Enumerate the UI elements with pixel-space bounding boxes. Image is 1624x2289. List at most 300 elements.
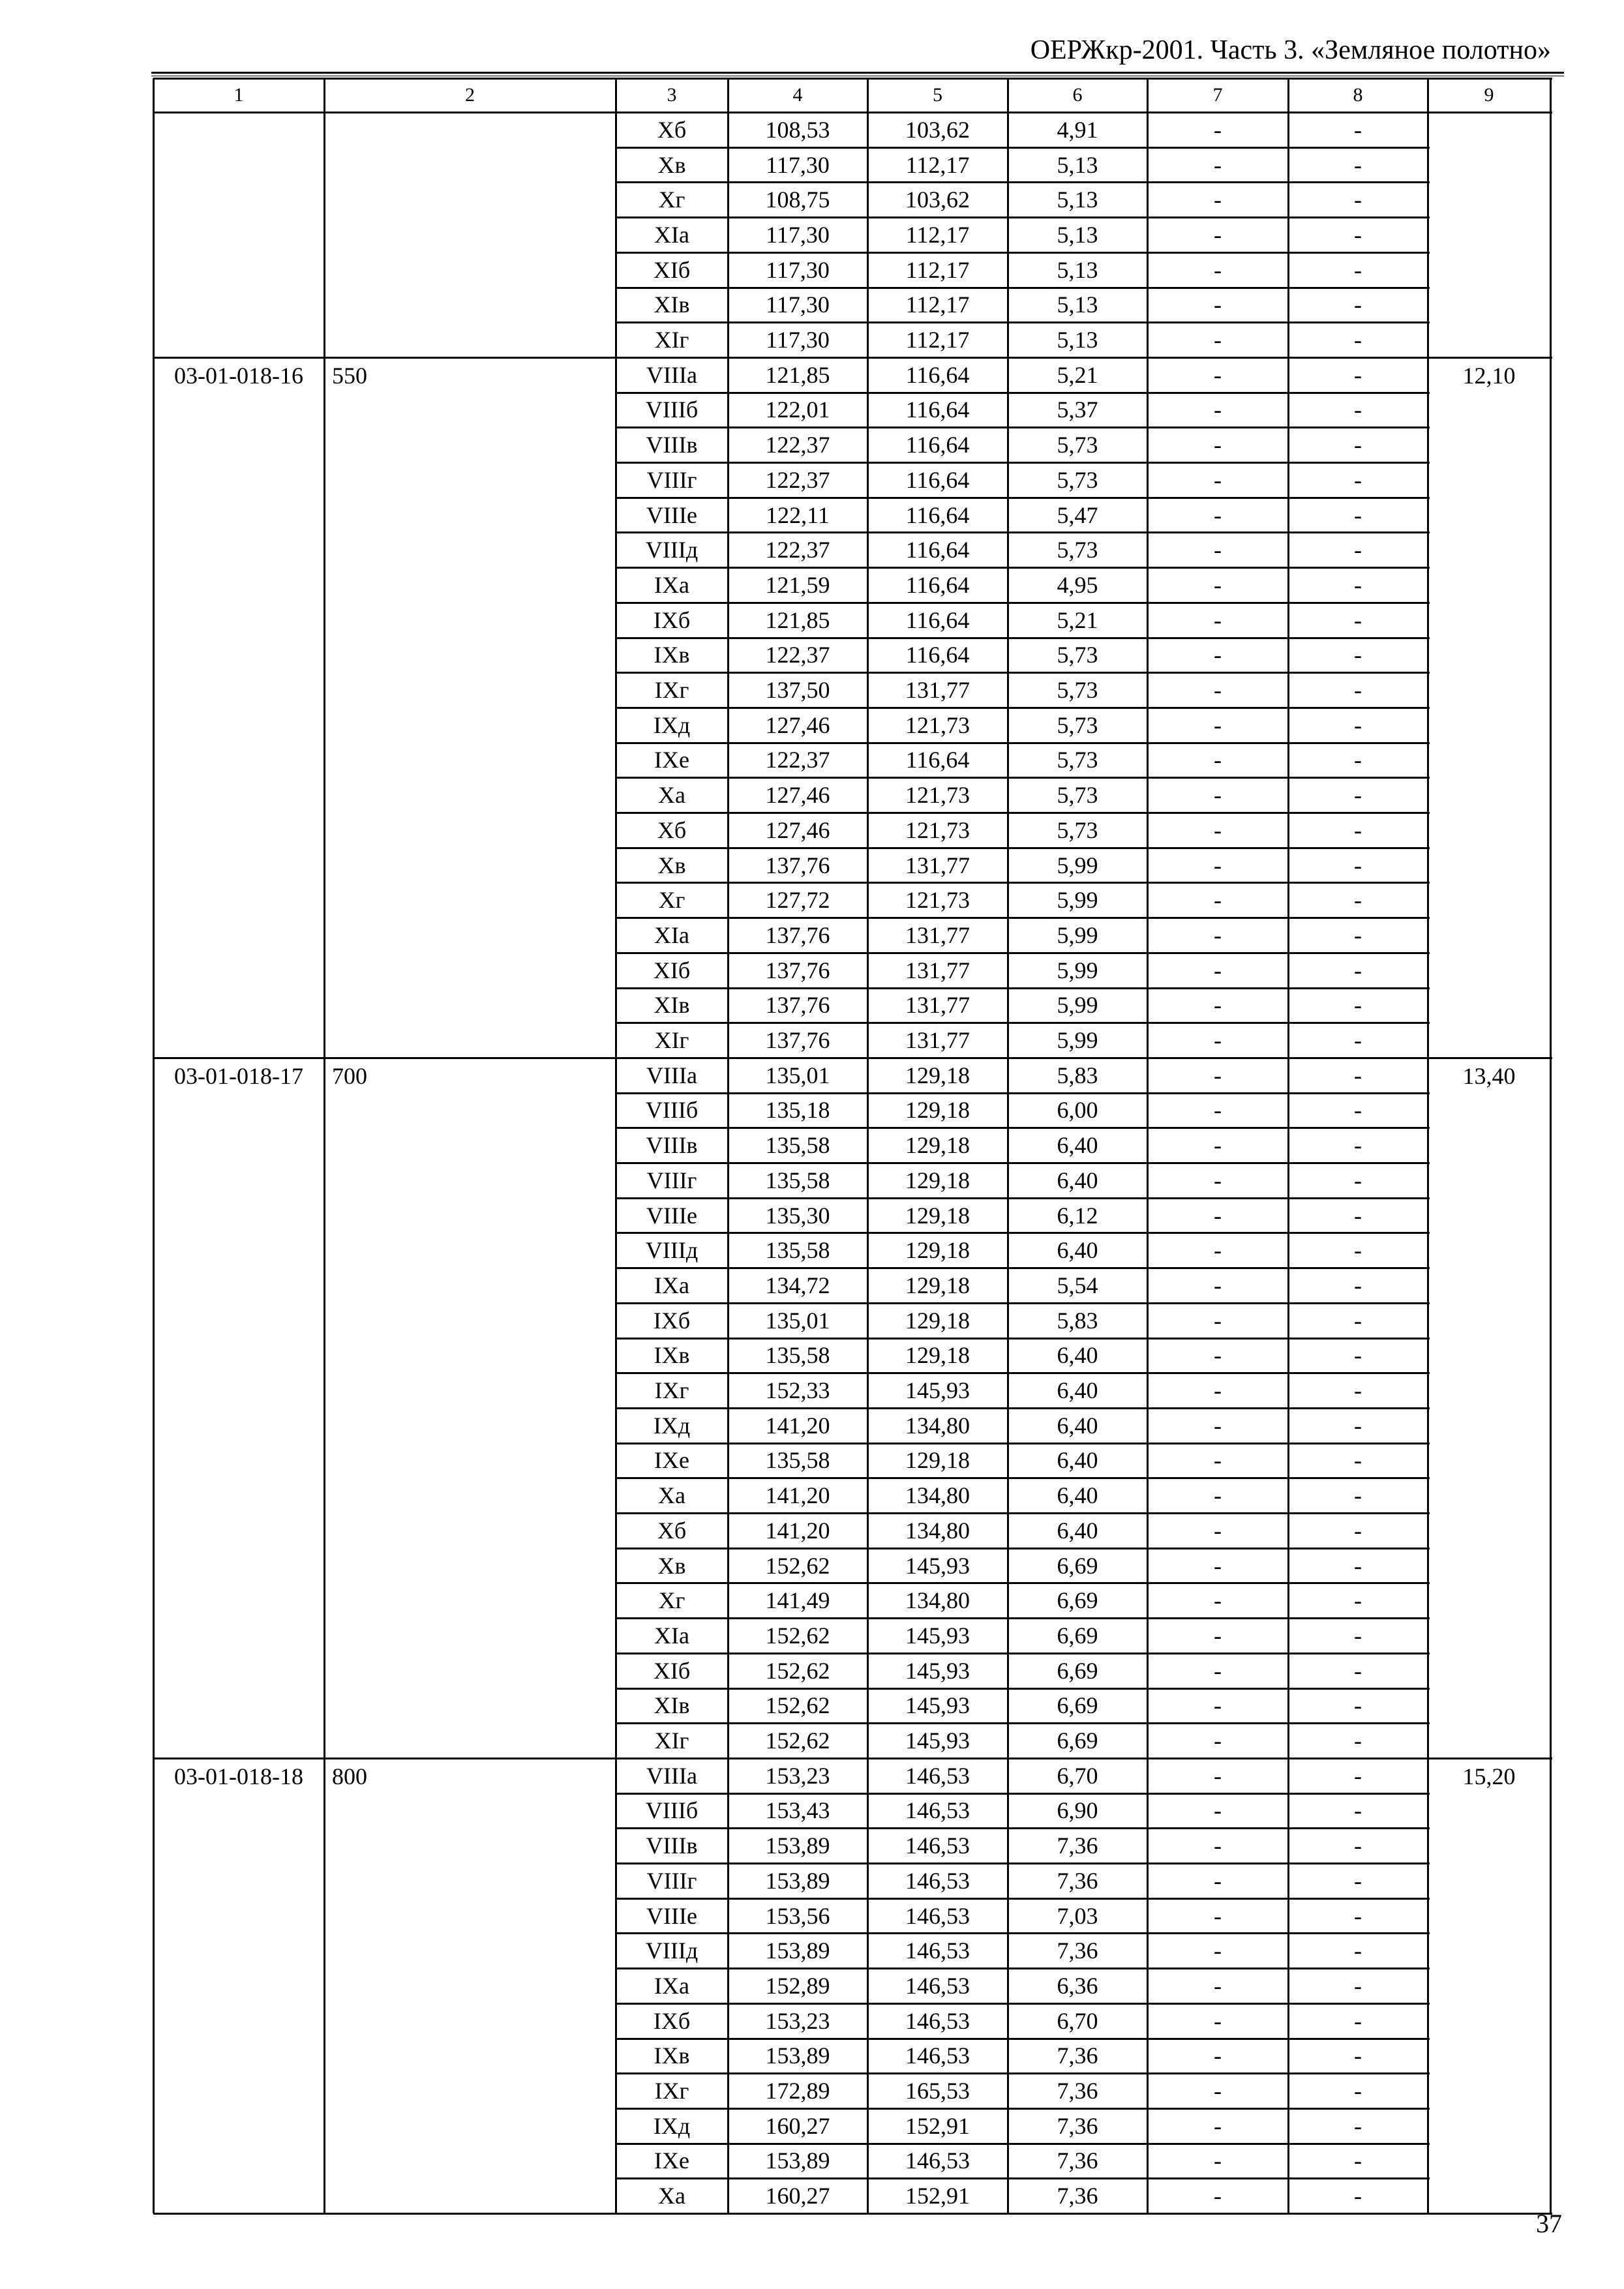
table-cell: - <box>1214 1307 1222 1334</box>
table-cell: - <box>1214 1902 1222 1929</box>
table-cell: 134,80 <box>905 1412 970 1439</box>
table-cell: - <box>1354 1622 1362 1649</box>
table-cell: 134,80 <box>905 1517 970 1544</box>
table-cell: 141,20 <box>765 1482 830 1509</box>
table-cell: 137,50 <box>765 677 830 704</box>
table-cell: - <box>1354 921 1362 948</box>
table-cell: 134,80 <box>905 1482 970 1509</box>
table-cell: - <box>1214 2147 1222 2174</box>
table-cell: 121,85 <box>765 606 830 633</box>
table-cell: XIв <box>654 992 690 1019</box>
table-cell: IXд <box>653 1412 691 1439</box>
table-cell: Xб <box>657 1517 687 1544</box>
table-cell: VIIIe <box>646 1902 697 1929</box>
table-cell: - <box>1214 677 1222 704</box>
table-cell: - <box>1354 1762 1362 1789</box>
table-cell: 137,76 <box>765 852 830 878</box>
column-header: 7 <box>1212 84 1223 106</box>
table-cell: - <box>1214 327 1222 353</box>
table-cell: 137,76 <box>765 992 830 1019</box>
table-cell: 122,37 <box>765 537 830 563</box>
table-cell: - <box>1214 466 1222 493</box>
table-cell: - <box>1214 571 1222 598</box>
table-cell: XIa <box>654 1622 689 1649</box>
table-cell: 145,93 <box>905 1657 970 1684</box>
table-cell: 153,43 <box>765 1797 830 1824</box>
table-cell: VIIIг <box>646 466 697 493</box>
table-cell: - <box>1214 1062 1222 1088</box>
table-cell: 137,76 <box>765 921 830 948</box>
table-cell: - <box>1214 361 1222 388</box>
table-cell: 122,37 <box>765 642 830 668</box>
table-cell: - <box>1214 1552 1222 1579</box>
table-cell: 5,83 <box>1057 1307 1098 1334</box>
table-cell: 116,64 <box>905 466 970 493</box>
table-cell: 137,76 <box>765 1027 830 1054</box>
table-cell: - <box>1214 187 1222 213</box>
table-cell: 146,53 <box>905 2147 970 2174</box>
table-cell: 6,69 <box>1057 1622 1098 1649</box>
table-cell: VIIIб <box>645 1797 699 1824</box>
table-cell: 5,99 <box>1057 887 1098 914</box>
table-cell: - <box>1354 1937 1362 1964</box>
table-cell: XIб <box>653 957 691 983</box>
table-cell: IXд <box>653 2112 691 2139</box>
table-cell: 5,73 <box>1057 432 1098 458</box>
table-cell: - <box>1354 1272 1362 1298</box>
column-header: 6 <box>1072 84 1083 106</box>
column-header: 9 <box>1484 84 1494 106</box>
table-cell: 5,37 <box>1057 396 1098 423</box>
table-cell: - <box>1214 1972 1222 1999</box>
table-cell: 129,18 <box>905 1447 970 1474</box>
table-cell: 6,69 <box>1057 1657 1098 1684</box>
table-cell: - <box>1214 1097 1222 1124</box>
table-cell: - <box>1214 1937 1222 1964</box>
table-cell: 112,17 <box>905 151 970 178</box>
table-cell: XIг <box>654 327 689 353</box>
table-cell: 146,53 <box>905 1972 970 1999</box>
table-cell: 7,36 <box>1057 1937 1098 1964</box>
page-header: ОЕРЖкр-2001. Часть 3. «Земляное полотно» <box>1030 35 1551 65</box>
table-cell: - <box>1354 957 1362 983</box>
table-cell: 5,99 <box>1057 957 1098 983</box>
table-cell: 145,93 <box>905 1728 970 1754</box>
table-cell: - <box>1214 151 1222 178</box>
table-cell: 6,69 <box>1057 1587 1098 1614</box>
table-cell: 6,40 <box>1057 1342 1098 1369</box>
table-cell: - <box>1354 1972 1362 1999</box>
table-cell: - <box>1354 1062 1362 1088</box>
table-cell: - <box>1354 1482 1362 1509</box>
table-cell: VIIIa <box>646 1762 697 1789</box>
table-cell: - <box>1214 1027 1222 1054</box>
table-cell: - <box>1354 2078 1362 2104</box>
resource-total: 13,40 <box>1462 1062 1516 1089</box>
table-cell: - <box>1354 537 1362 563</box>
table-cell: - <box>1214 992 1222 1019</box>
table-cell: - <box>1354 1728 1362 1754</box>
table-cell: 7,36 <box>1057 2183 1098 2209</box>
table-cell: - <box>1214 1412 1222 1439</box>
table-cell: 152,62 <box>765 1657 830 1684</box>
table-cell: 131,77 <box>905 677 970 704</box>
table-cell: - <box>1354 432 1362 458</box>
table-cell: - <box>1354 221 1362 248</box>
table-cell: 146,53 <box>905 1867 970 1894</box>
table-cell: - <box>1214 1272 1222 1298</box>
table-cell: 127,46 <box>765 816 830 843</box>
table-cell: - <box>1214 1482 1222 1509</box>
table-cell: 129,18 <box>905 1307 970 1334</box>
table-cell: 6,40 <box>1057 1237 1098 1264</box>
table-cell: - <box>1214 1517 1222 1544</box>
table-cell: - <box>1214 782 1222 809</box>
table-cell: 129,18 <box>905 1167 970 1193</box>
table-cell: 152,91 <box>905 2112 970 2139</box>
table-cell: - <box>1354 1307 1362 1334</box>
table-cell: - <box>1214 2042 1222 2069</box>
table-cell: IXa <box>654 1272 689 1298</box>
table-cell: - <box>1354 1377 1362 1404</box>
table-cell: - <box>1214 537 1222 563</box>
table-cell: - <box>1354 361 1362 388</box>
table-cell: - <box>1214 1342 1222 1369</box>
table-cell: VIIIa <box>646 361 697 388</box>
table-cell: 137,76 <box>765 957 830 983</box>
table-cell: IXв <box>654 1342 690 1369</box>
table-cell: 135,01 <box>765 1062 830 1088</box>
table-cell: Xв <box>657 1552 686 1579</box>
table-cell: 141,20 <box>765 1412 830 1439</box>
table-cell: - <box>1214 852 1222 878</box>
table-cell: - <box>1214 2007 1222 2034</box>
table-cell: - <box>1214 887 1222 914</box>
table-cell: 131,77 <box>905 957 970 983</box>
table-cell: - <box>1354 2112 1362 2139</box>
table-cell: 6,70 <box>1057 2007 1098 2034</box>
table-cell: 135,58 <box>765 1167 830 1193</box>
table-cell: 6,40 <box>1057 1482 1098 1509</box>
table-cell: - <box>1214 1728 1222 1754</box>
table-cell: 117,30 <box>766 151 830 178</box>
table-cell: - <box>1354 1833 1362 1859</box>
table-cell: 134,72 <box>765 1272 830 1298</box>
table-cell: 6,70 <box>1057 1762 1098 1789</box>
table-cell: - <box>1214 116 1222 143</box>
table-cell: - <box>1354 1447 1362 1474</box>
table-cell: 6,40 <box>1057 1132 1098 1159</box>
table-cell: - <box>1354 1027 1362 1054</box>
table-cell: 131,77 <box>905 921 970 948</box>
table-cell: 6,00 <box>1057 1097 1098 1124</box>
table-cell: VIIIг <box>646 1167 697 1193</box>
table-cell: - <box>1354 1657 1362 1684</box>
table-cell: Xг <box>658 1587 685 1614</box>
table-cell: 146,53 <box>905 1902 970 1929</box>
table-cell: 108,53 <box>765 116 830 143</box>
table-cell: VIIIб <box>645 396 699 423</box>
table-cell: 5,13 <box>1057 187 1098 213</box>
table-cell: 7,36 <box>1057 2112 1098 2139</box>
table-cell: 5,73 <box>1057 642 1098 668</box>
table-cell: 131,77 <box>905 1027 970 1054</box>
table-cell: 129,18 <box>905 1097 970 1124</box>
table-cell: - <box>1214 921 1222 948</box>
table-cell: - <box>1354 1552 1362 1579</box>
table-cell: - <box>1214 396 1222 423</box>
table-cell: 6,69 <box>1057 1692 1098 1719</box>
table-cell: - <box>1354 642 1362 668</box>
table-cell: 153,56 <box>765 1902 830 1929</box>
table-cell: 146,53 <box>905 1937 970 1964</box>
table-cell: 153,89 <box>765 1867 830 1894</box>
table-cell: Xa <box>658 2183 685 2209</box>
table-cell: - <box>1214 1797 1222 1824</box>
table-cell: - <box>1214 501 1222 528</box>
table-cell: 116,64 <box>905 501 970 528</box>
table-cell: 146,53 <box>905 2042 970 2069</box>
table-cell: 121,73 <box>905 711 970 738</box>
table-cell: - <box>1354 571 1362 598</box>
table-cell: - <box>1354 256 1362 283</box>
table-cell: 153,23 <box>765 2007 830 2034</box>
table-cell: - <box>1214 2183 1222 2209</box>
table-cell: 129,18 <box>905 1237 970 1264</box>
table-cell: - <box>1354 1412 1362 1439</box>
table-cell: VIIIд <box>645 1237 699 1264</box>
resource-code: 03-01-018-16 <box>174 362 303 389</box>
table-cell: IXг <box>654 1377 689 1404</box>
table-cell: 141,49 <box>765 1587 830 1614</box>
table-cell: IXв <box>654 2042 690 2069</box>
table-cell: 165,53 <box>905 2078 970 2104</box>
table-cell: 145,93 <box>905 1622 970 1649</box>
table-cell: 146,53 <box>905 1833 970 1859</box>
table-cell: 116,64 <box>905 747 970 773</box>
table-cell: - <box>1214 1692 1222 1719</box>
table-cell: 121,73 <box>905 887 970 914</box>
table-cell: XIa <box>654 221 689 248</box>
table-cell: 116,64 <box>905 571 970 598</box>
table-cell: 152,33 <box>765 1377 830 1404</box>
table-cell: 5,73 <box>1057 537 1098 563</box>
table-cell: VIIIв <box>646 1833 698 1859</box>
table-cell: 145,93 <box>905 1552 970 1579</box>
table-cell: 5,47 <box>1057 501 1098 528</box>
column-header: 8 <box>1353 84 1363 106</box>
table-cell: XIг <box>654 1728 689 1754</box>
table-cell: - <box>1354 327 1362 353</box>
resource-size <box>324 112 616 357</box>
table-cell: 127,46 <box>765 782 830 809</box>
table-top-border <box>153 78 1552 80</box>
table-cell: - <box>1214 1657 1222 1684</box>
table-cell: 121,59 <box>765 571 830 598</box>
table-cell: 5,99 <box>1057 1027 1098 1054</box>
table-cell: 135,58 <box>765 1447 830 1474</box>
table-cell: 6,90 <box>1057 1797 1098 1824</box>
table-cell: 112,17 <box>905 327 970 353</box>
table-cell: - <box>1214 1622 1222 1649</box>
table-cell: 6,40 <box>1057 1517 1098 1544</box>
table-cell: Xб <box>657 116 687 143</box>
table-cell: - <box>1354 1692 1362 1719</box>
table-cell: 152,62 <box>765 1622 830 1649</box>
table-cell: - <box>1214 606 1222 633</box>
table-cell: XIб <box>653 1657 691 1684</box>
table-cell: IXб <box>653 606 691 633</box>
table-cell: - <box>1214 1867 1222 1894</box>
table-cell: IXe <box>654 1447 689 1474</box>
table-cell: 7,36 <box>1057 2078 1098 2104</box>
table-cell: - <box>1354 1342 1362 1369</box>
table-cell: 5,73 <box>1057 677 1098 704</box>
table-cell: - <box>1354 852 1362 878</box>
resource-total: 15,20 <box>1462 1763 1516 1789</box>
resource-code <box>153 112 324 357</box>
resource-total <box>1428 112 1550 357</box>
table-cell: 5,13 <box>1057 221 1098 248</box>
table-cell: - <box>1354 887 1362 914</box>
table-cell: VIIIe <box>646 501 697 528</box>
table-cell: 5,99 <box>1057 921 1098 948</box>
table-cell: 146,53 <box>905 1762 970 1789</box>
table-cell: 145,93 <box>905 1692 970 1719</box>
table-cell: - <box>1354 501 1362 528</box>
table-cell: 152,62 <box>765 1728 830 1754</box>
table-cell: 6,40 <box>1057 1447 1098 1474</box>
table-cell: IXд <box>653 711 691 738</box>
table-cell: 141,20 <box>765 1517 830 1544</box>
table-cell: Xa <box>658 782 685 809</box>
table-cell: XIв <box>654 292 690 318</box>
table-cell: - <box>1214 1167 1222 1193</box>
table-cell: 116,64 <box>905 537 970 563</box>
table-cell: - <box>1214 1132 1222 1159</box>
table-cell: - <box>1214 221 1222 248</box>
table-cell: 153,89 <box>765 2042 830 2069</box>
table-cell: 5,13 <box>1057 292 1098 318</box>
table-cell: 129,18 <box>905 1062 970 1088</box>
table-cell: - <box>1214 2078 1222 2104</box>
table-cell: - <box>1354 1587 1362 1614</box>
table-cell: 153,89 <box>765 1937 830 1964</box>
table-cell: - <box>1354 606 1362 633</box>
table-cell: IXa <box>654 571 689 598</box>
table-cell: 116,64 <box>905 642 970 668</box>
table-cell: 6,36 <box>1057 1972 1098 1999</box>
table-cell: VIIIв <box>646 1132 698 1159</box>
table-cell: 5,21 <box>1057 361 1098 388</box>
column-header: 3 <box>667 84 677 106</box>
table-cell: 117,30 <box>766 327 830 353</box>
table-cell: 145,93 <box>905 1377 970 1404</box>
table-cell: 5,54 <box>1057 1272 1098 1298</box>
table-cell: VIIIв <box>646 432 698 458</box>
table-cell: - <box>1354 1132 1362 1159</box>
table-cell: - <box>1354 292 1362 318</box>
table-cell: 129,18 <box>905 1202 970 1229</box>
table-cell: 116,64 <box>905 396 970 423</box>
table-cell: 5,73 <box>1057 747 1098 773</box>
resource-code: 03-01-018-17 <box>174 1062 303 1089</box>
table-cell: 5,73 <box>1057 466 1098 493</box>
table-cell: 7,36 <box>1057 2147 1098 2174</box>
table-cell: 129,18 <box>905 1272 970 1298</box>
table-cell: 7,36 <box>1057 1833 1098 1859</box>
table-cell: 122,11 <box>766 501 830 528</box>
table-cell: 122,37 <box>765 432 830 458</box>
table-cell: Xв <box>657 852 686 878</box>
table-cell: 112,17 <box>905 221 970 248</box>
table-cell: 103,62 <box>905 116 970 143</box>
table-cell: - <box>1214 256 1222 283</box>
table-cell: VIIIд <box>645 537 699 563</box>
table-cell: 153,89 <box>765 2147 830 2174</box>
table-cell: - <box>1214 957 1222 983</box>
table-cell: - <box>1354 187 1362 213</box>
table-cell: 108,75 <box>765 187 830 213</box>
table-cell: 160,27 <box>765 2183 830 2209</box>
table-cell: 146,53 <box>905 1797 970 1824</box>
group-divider <box>153 2213 1552 2215</box>
table-cell: - <box>1214 1587 1222 1614</box>
table-cell: - <box>1354 1867 1362 1894</box>
resource-total: 12,10 <box>1462 362 1516 389</box>
table-cell: Xг <box>658 887 685 914</box>
table-cell: XIб <box>653 256 691 283</box>
table-cell: - <box>1354 2042 1362 2069</box>
table-cell: XIг <box>654 1027 689 1054</box>
table-cell: - <box>1214 711 1222 738</box>
table-cell: Xг <box>658 187 685 213</box>
table-cell: - <box>1214 747 1222 773</box>
table-cell: 127,46 <box>765 711 830 738</box>
table-cell: 122,37 <box>765 747 830 773</box>
table-cell: - <box>1214 1762 1222 1789</box>
table-cell: VIIIa <box>646 1062 697 1088</box>
table-cell: 122,37 <box>765 466 830 493</box>
column-header: 5 <box>933 84 942 106</box>
table-cell: 7,36 <box>1057 1867 1098 1894</box>
table-cell: - <box>1354 1167 1362 1193</box>
table-cell: 5,99 <box>1057 852 1098 878</box>
table-cell: - <box>1354 1797 1362 1824</box>
table-cell: - <box>1354 466 1362 493</box>
table-cell: 134,80 <box>905 1587 970 1614</box>
table-cell: 117,30 <box>766 256 830 283</box>
table-cell: - <box>1354 992 1362 1019</box>
table-cell: 135,30 <box>765 1202 830 1229</box>
table-cell: 172,89 <box>765 2078 830 2104</box>
table-cell: 135,01 <box>765 1307 830 1334</box>
table-cell: 112,17 <box>905 256 970 283</box>
resource-size: 800 <box>332 1763 367 1789</box>
table-cell: XIв <box>654 1692 690 1719</box>
table-cell: 152,91 <box>905 2183 970 2209</box>
table-cell: IXб <box>653 2007 691 2034</box>
table-cell: - <box>1354 2007 1362 2034</box>
column-header: 2 <box>465 84 475 106</box>
table-cell: 129,18 <box>905 1132 970 1159</box>
table-cell: - <box>1354 2147 1362 2174</box>
table-cell: Xб <box>657 816 687 843</box>
table-cell: 129,18 <box>905 1342 970 1369</box>
table-cell: - <box>1214 2112 1222 2139</box>
table-cell: 153,23 <box>765 1762 830 1789</box>
table-cell: 4,91 <box>1057 116 1098 143</box>
